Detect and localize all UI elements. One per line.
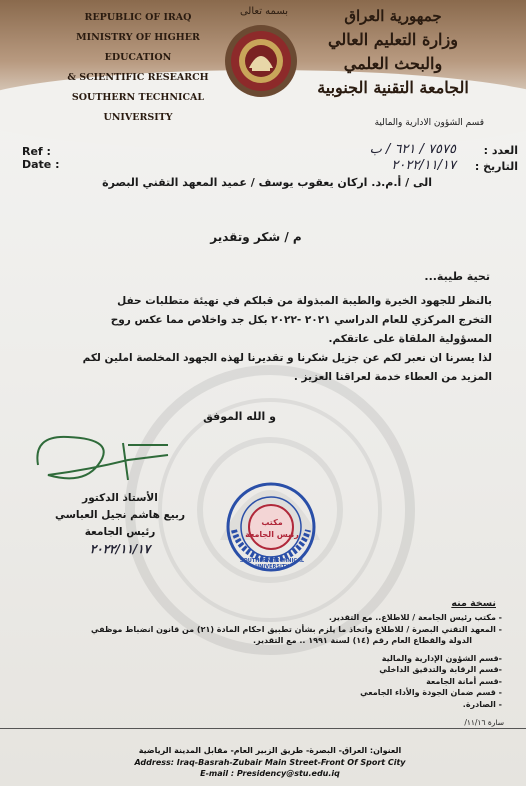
signatory-title: الأستاذ الدكتور: [82, 492, 158, 504]
copies-item: - المعهد التقني البصرة / للاطلاع واتخاذ ما يلزم بشأن تطبيق احكام المادة (٢١) من قانون انضباط موظفي: [90, 624, 502, 634]
header-en-line: MINISTRY OF HIGHER EDUCATION: [76, 32, 200, 63]
date-value: ٢٠٢٢/١١/١٧: [391, 158, 456, 173]
body-line: التخرج المركزي للعام الدراسي ٢٠٢١ -٢٠٢٢ بكل جد واخلاص مما عكس روح: [110, 314, 492, 326]
header-en-line: REPUBLIC OF IRAQ: [84, 12, 192, 23]
recipient-line: الى / أ.م.د. اركان يعقوب يوسف / عميد المعهد التقني البصرة: [102, 176, 432, 189]
stamp-label-1: مكتب: [261, 518, 283, 527]
copies-list: [22, 612, 502, 710]
header-ar-line: وزارة التعليم العالي والبحث العلمي: [328, 30, 458, 73]
copies-item: الدولة والقطاع العام رقم (١٤) لسنة ١٩٩١ .. مع التقدير.: [252, 636, 472, 645]
body-paragraph: [42, 292, 492, 387]
signatory-name: ربيع هاشم نجيل العباسي: [54, 509, 185, 521]
footer-divider: [0, 728, 526, 729]
typist-mark: سارة ١١/١٦/: [464, 718, 504, 727]
copies-item: -قسم أمانة الجامعة: [426, 676, 502, 686]
date-label-en: Date :: [22, 158, 60, 171]
bismillah: بسمه تعالى: [239, 6, 289, 17]
body-line: المزيد من العطاء خدمة لعراقنا العزيز .: [293, 371, 492, 383]
signatory-block: [40, 490, 200, 558]
body-line: المسؤولية الملقاة على عاتقكم.: [328, 333, 492, 345]
copies-item: -قسم الشؤون الإدارية والمالية: [381, 653, 502, 663]
stamp-label-2: رئيس الجامعة: [245, 530, 299, 539]
header-ar-line: جمهورية العراق: [344, 7, 442, 25]
ref-label-en: Ref :: [22, 145, 51, 158]
university-logo: [224, 24, 298, 98]
copies-item: - قسم ضمان الجودة والأداء الجامعي: [360, 688, 502, 697]
header-ar-line: الجامعة التقنية الجنوبية: [317, 78, 469, 97]
date-label-ar: التاريخ :: [474, 160, 518, 173]
ref-value: ٧٥٧٥ / ٦٢١ / ب: [369, 142, 456, 157]
header-en-line: SOUTHERN TECHNICAL UNIVERSITY: [71, 92, 205, 123]
ref-label-ar: العدد :: [483, 144, 518, 157]
signatory-position: رئيس الجامعة: [84, 526, 156, 538]
department-line: قسم الشؤون الادارية والمالية: [374, 118, 484, 128]
copies-heading: نسخة منه: [451, 598, 496, 609]
footer-arabic-address: العنوان: العراق- البصرة- طريق الزبير العام- مقابل المدينة الرياضية: [138, 746, 402, 755]
closing-line: و الله الموفق: [203, 410, 276, 423]
copies-item: - مكتب رئيس الجامعة / للاطلاع.. مع التقدير.: [328, 613, 502, 622]
copies-item: - الصادرة.: [462, 699, 502, 709]
signatory-date: ٢٠٢٢/١١/١٧: [89, 542, 151, 556]
subject-line: م / شكر وتقدير: [210, 230, 302, 244]
handwritten-signature: [28, 425, 178, 495]
body-line: بالنظر للجهود الخيرة والطيبة المبذولة من قبلكم في تهيئة متطلبات حفل: [117, 295, 492, 307]
header-arabic: [308, 4, 478, 100]
header-english: [58, 8, 218, 128]
greeting: تحية طيبة...: [424, 270, 490, 283]
body-line: لذا يسرنا ان نعبر لكم عن جزيل شكرنا و تقديرنا لهذه الجهود المخلصة املين لكم: [82, 352, 492, 364]
footer-english-address: Address: Iraq-Basrah-Zubair Main Street-Front Of Sport City: [134, 758, 406, 767]
stamp-label-3: SOUTHERN TECHNICAL UNIVERSITY: [239, 558, 305, 570]
copies-item: -قسم الرقابة والتدقيق الداخلي: [379, 665, 502, 674]
header-en-line: & SCIENTIFIC RESEARCH: [67, 72, 209, 83]
footer-email: E-mail : Presidency@stu.edu.iq: [200, 769, 340, 778]
